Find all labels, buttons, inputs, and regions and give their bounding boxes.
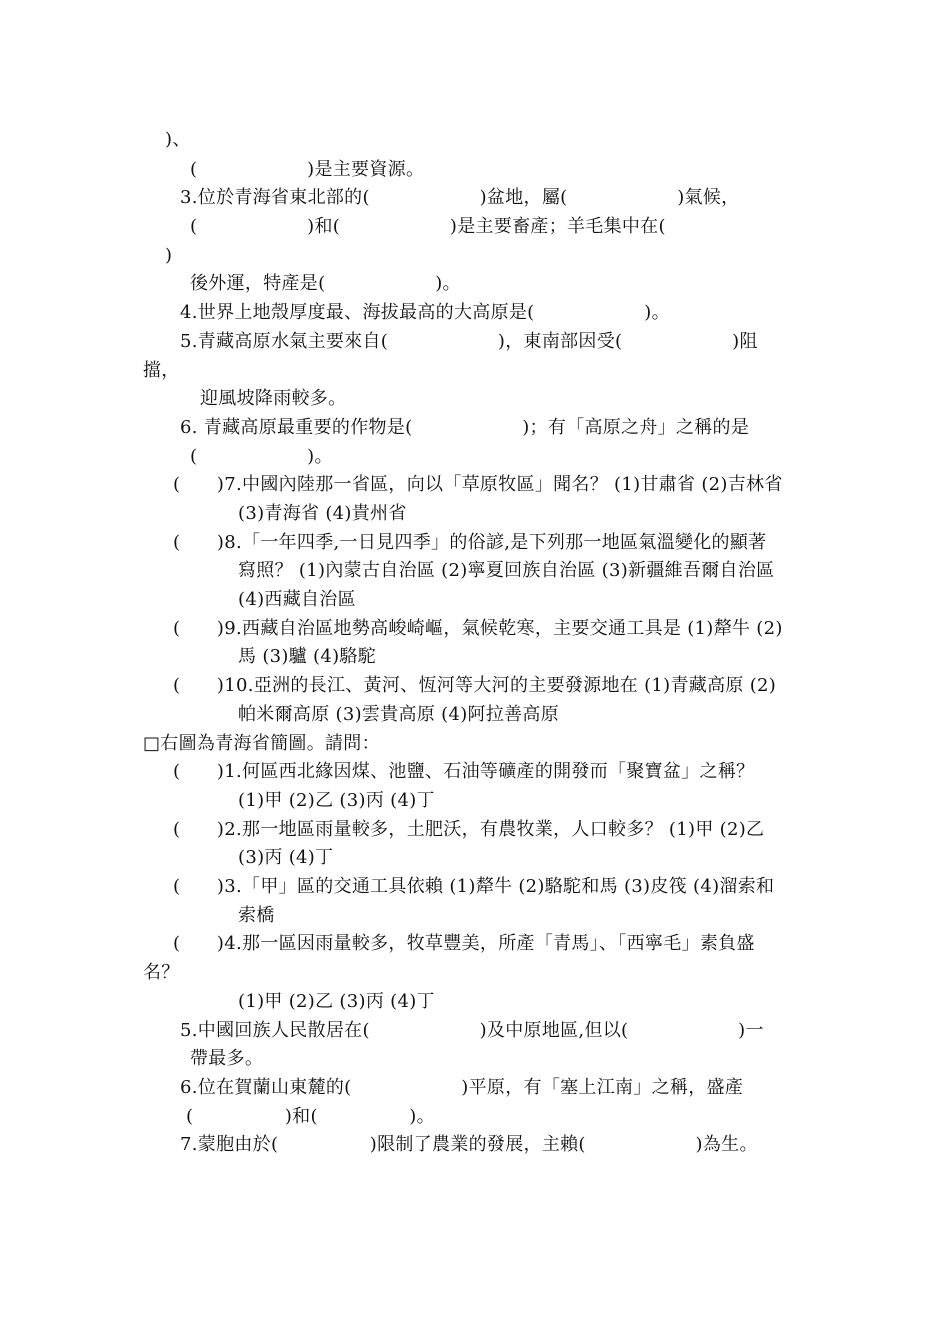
choice-options: (3)丙 (4)丁	[238, 847, 334, 868]
text-line: )	[165, 245, 173, 266]
text-line: ( )。	[190, 446, 333, 467]
question-3-line: 3.位於青海省東北部的( )盆地，屬( )氣候，	[180, 187, 740, 208]
choice-options: 索橋	[238, 905, 275, 926]
choice-question-9: ( )9.西藏自治區地勢高峻崎嶇，氣候乾寒，主要交通工具是 (1)犛牛 (2)	[173, 618, 783, 639]
map-question-1: ( )1.何區西北緣因煤、池鹽、石油等礦產的開發而「聚寶盆」之稱？	[173, 761, 755, 782]
text-line: 帶最多。	[190, 1048, 264, 1069]
map-question-2: ( )2.那一地區雨量較多，土肥沃，有農牧業，人口較多？ (1)甲 (2)乙	[173, 819, 765, 840]
fill-question-7: 7.蒙胞由於( )限制了農業的發展，主賴( )為生。	[180, 1134, 758, 1155]
text-line: 擋，	[143, 360, 180, 381]
text-line: 後外運，特產是( )。	[190, 273, 461, 294]
section-heading: □右圖為青海省簡圖。請問：	[143, 733, 380, 754]
text-line: )、	[165, 129, 191, 150]
question-6-line: 6. 青藏高原最重要的作物是( )；有「高原之舟」之稱的是	[180, 417, 750, 438]
text-line: 迎風坡降雨較多。	[200, 388, 347, 409]
fill-question-5: 5.中國回族人民散居在( )及中原地區,但以( )一	[180, 1020, 764, 1041]
choice-options: (4)西藏自治區	[238, 589, 356, 610]
map-question-3: ( )3.「甲」區的交通工具依賴 (1)犛牛 (2)駱駝和馬 (3)皮筏 (4)溜索和	[173, 876, 775, 897]
choice-question-10: ( )10.亞洲的長江、黃河、恆河等大河的主要發源地在 (1)青藏高原 (2)	[173, 675, 777, 696]
choice-options: 寫照？ (1)內蒙古自治區 (2)寧夏回族自治區 (3)新疆維吾爾自治區	[238, 560, 775, 581]
question-5-line: 5.青藏高原水氣主要來自( )，東南部因受( )阻	[180, 331, 758, 352]
map-question-4: ( )4.那一區因雨量較多，牧草豐美，所產「青馬」、「西寧毛」素負盛	[173, 933, 755, 954]
choice-question-7: ( )7.中國內陸那一省區，向以「草原牧區」聞名？ (1)甘肅省 (2)吉林省	[173, 474, 783, 495]
fill-question-6: 6.位在賀蘭山東麓的( )平原，有「塞上江南」之稱，盛產	[180, 1077, 744, 1098]
text-line: ( )和( )是主要畜產；羊毛集中在(	[190, 216, 666, 237]
text-line: ( )是主要資源。	[190, 159, 425, 180]
question-4-line: 4.世界上地殼厚度最、海拔最高的大高原是( )。	[180, 302, 670, 323]
choice-options: (1)甲 (2)乙 (3)丙 (4)丁	[238, 790, 435, 811]
choice-options: (3)青海省 (4)貴州省	[238, 503, 407, 524]
choice-options: 馬 (3)驢 (4)駱駝	[238, 646, 377, 667]
choice-question-8: ( )8.「一年四季,一日見四季」的俗諺,是下列那一地區氣溫變化的顯著	[173, 532, 767, 553]
text-line: 名？	[143, 962, 180, 983]
choice-options: (1)甲 (2)乙 (3)丙 (4)丁	[238, 991, 435, 1012]
choice-options: 帕米爾高原 (3)雲貴高原 (4)阿拉善高原	[238, 704, 560, 725]
text-line: ( )和( )。	[186, 1106, 435, 1127]
